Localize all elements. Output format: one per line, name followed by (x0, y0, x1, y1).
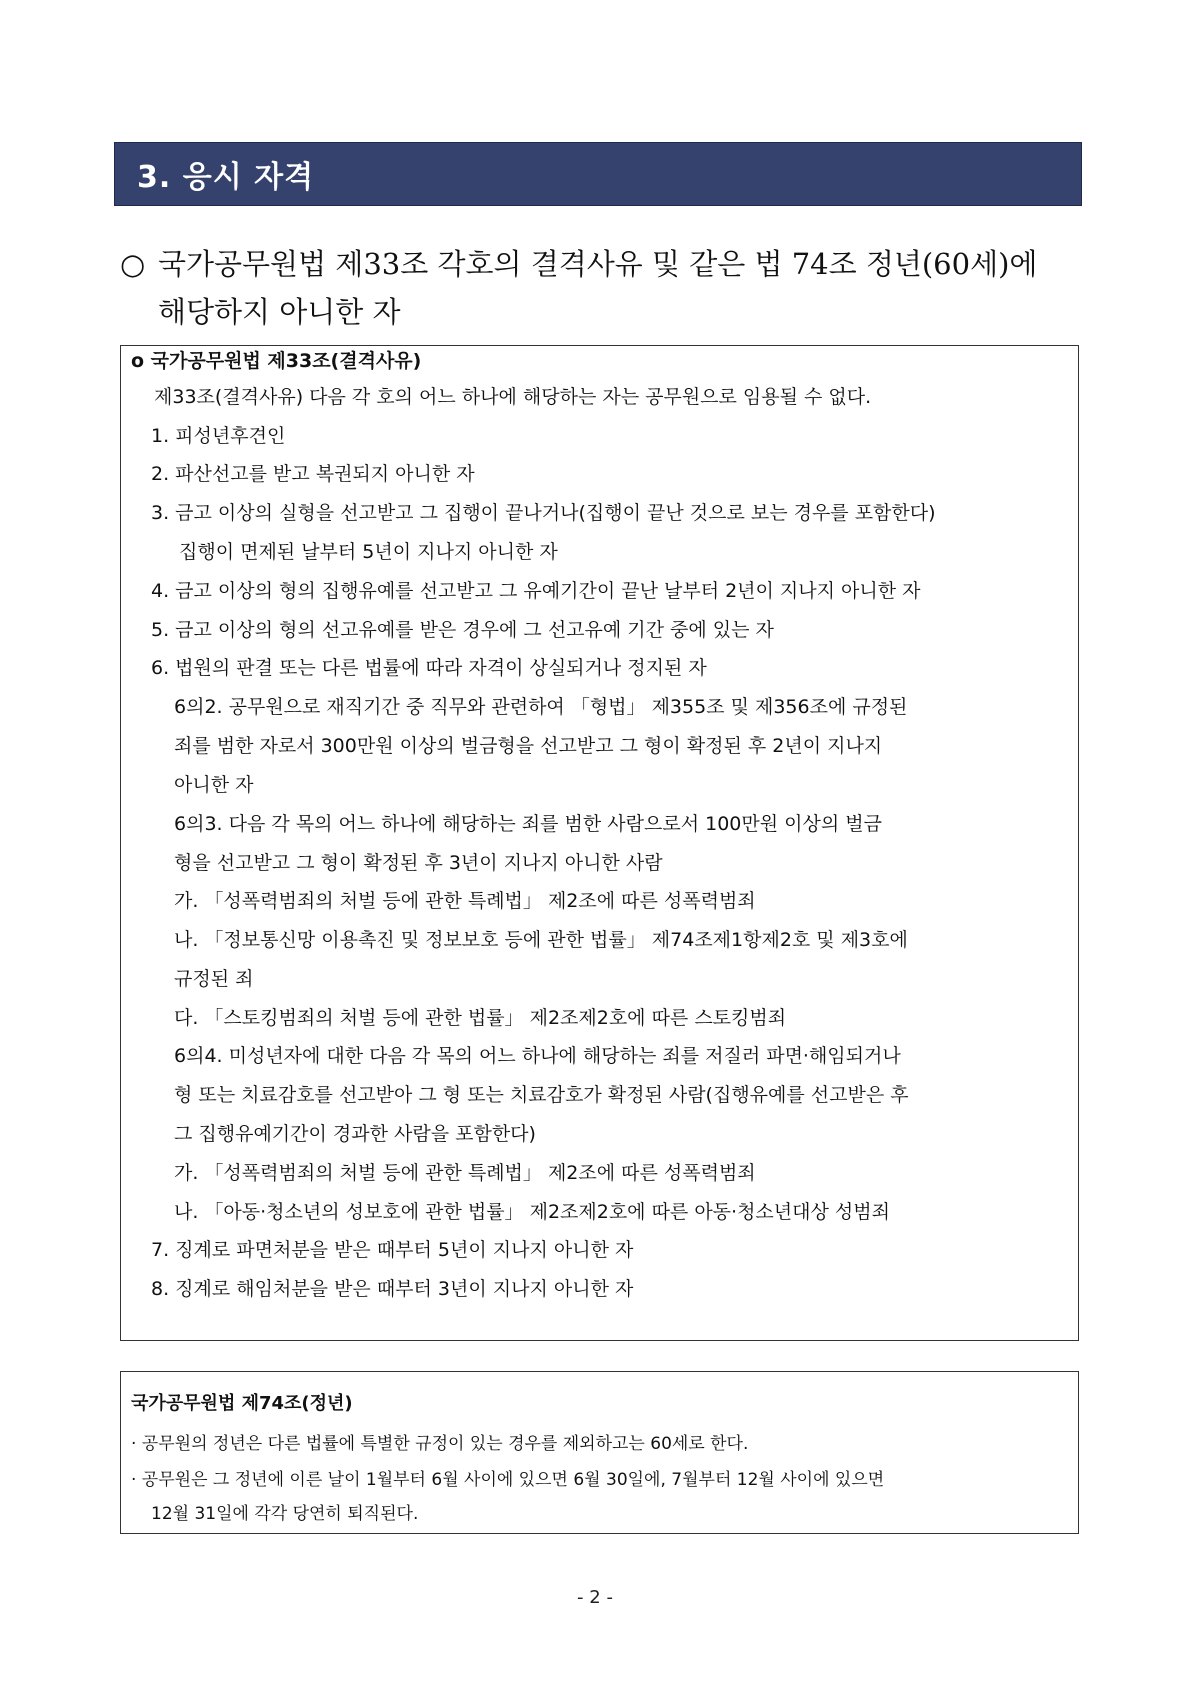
article-33-line: 5. 금고 이상의 형의 선고유예를 받은 경우에 그 선고유예 기간 중에 있는 자 (151, 619, 774, 641)
article-74-line: · 공무원의 정년은 다른 법률에 특별한 규정이 있는 경우를 제외하고는 60세로 한다. (131, 1434, 749, 1454)
article-33-line: 1. 피성년후견인 (151, 425, 286, 447)
lead-paragraph (120, 240, 1090, 336)
article-33-line: 죄를 범한 자로서 300만원 이상의 벌금형을 선고받고 그 형이 확정된 후 2년이 지나지 (174, 735, 883, 757)
article-33-line: 3. 금고 이상의 실형을 선고받고 그 집행이 끝나거나(집행이 끝난 것으로 보는 경우를 포함한다) (151, 502, 936, 524)
article-74-line: 12월 31일에 각각 당연히 퇴직된다. (151, 1504, 419, 1524)
article-33-line: 6. 법원의 판결 또는 다른 법률에 따라 자격이 상실되거나 정지된 자 (151, 657, 707, 679)
article-33-line: 6의2. 공무원으로 재직기간 중 직무와 관련하여 「형법」 제355조 및 제356조에 규정된 (174, 696, 908, 718)
circle-bullet-icon: ○ (120, 247, 146, 281)
article-33-line: 8. 징계로 해임처분을 받은 때부터 3년이 지나지 아니한 자 (151, 1278, 634, 1300)
article-33-line: 형 또는 치료감호를 선고받아 그 형 또는 치료감호가 확정된 사람(집행유예를 선고받은 후 (174, 1084, 909, 1106)
article-33-line: 6의4. 미성년자에 대한 다음 각 목의 어느 하나에 해당하는 죄를 저질러 파면·해임되거나 (174, 1045, 901, 1067)
article-74-line: · 공무원은 그 정년에 이른 날이 1월부터 6월 사이에 있으면 6월 30일에, 7월부터 12월 사이에 있으면 (131, 1470, 885, 1490)
article-33-line: 제33조(결격사유) 다음 각 호의 어느 하나에 해당하는 자는 공무원으로 임용될 수 없다. (154, 386, 872, 408)
article-33-line: 2. 파산선고를 받고 복권되지 아니한 자 (151, 463, 475, 485)
article-33-line: 아니한 자 (174, 774, 254, 796)
article-33-line: 4. 금고 이상의 형의 집행유예를 선고받고 그 유예기간이 끝난 날부터 2년이 지나지 아니한 자 (151, 580, 921, 602)
article-33-line: 가. 「성폭력범죄의 처벌 등에 관한 특례법」 제2조에 따른 성폭력범죄 (174, 1162, 756, 1184)
section-title: 3. 응시 자격 (137, 160, 315, 195)
article-33-line: 나. 「정보통신망 이용촉진 및 정보보호 등에 관한 법률」 제74조제1항제2호 및 제3호에 (174, 929, 908, 951)
article-33-line: 다. 「스토킹범죄의 처벌 등에 관한 법률」 제2조제2호에 따른 스토킹범죄 (174, 1007, 787, 1029)
article-74-box (120, 1371, 1079, 1534)
article-33-line: 형을 선고받고 그 형이 확정된 후 3년이 지나지 아니한 사람 (174, 852, 663, 874)
article-33-line: 6의3. 다음 각 목의 어느 하나에 해당하는 죄를 범한 사람으로서 100만원 이상의 벌금 (174, 813, 882, 835)
article-33-line: 7. 징계로 파면처분을 받은 때부터 5년이 지나지 아니한 자 (151, 1239, 634, 1261)
lead-line-1: ○ 국가공무원법 제33조 각호의 결격사유 및 같은 법 74조 정년(60세)에 (120, 240, 1090, 288)
article-74-heading: 국가공무원법 제74조(정년) (131, 1393, 353, 1414)
article-33-line: 나. 「아동·청소년의 성보호에 관한 법률」 제2조제2호에 따른 아동·청소년대상 성범죄 (174, 1201, 890, 1223)
article-33-box (120, 345, 1079, 1341)
article-33-heading: o 국가공무원법 제33조(결격사유) (131, 350, 422, 372)
article-33-line: 규정된 죄 (174, 968, 254, 990)
section-header (114, 142, 1082, 206)
article-33-line: 그 집행유예기간이 경과한 사람을 포함한다) (174, 1123, 536, 1145)
page-number: - 2 - (577, 1587, 613, 1608)
lead-line-2: 해당하지 아니한 자 (158, 295, 401, 329)
article-33-line: 가. 「성폭력범죄의 처벌 등에 관한 특례법」 제2조에 따른 성폭력범죄 (174, 890, 756, 912)
article-33-line: 집행이 면제된 날부터 5년이 지나지 아니한 자 (179, 541, 558, 563)
